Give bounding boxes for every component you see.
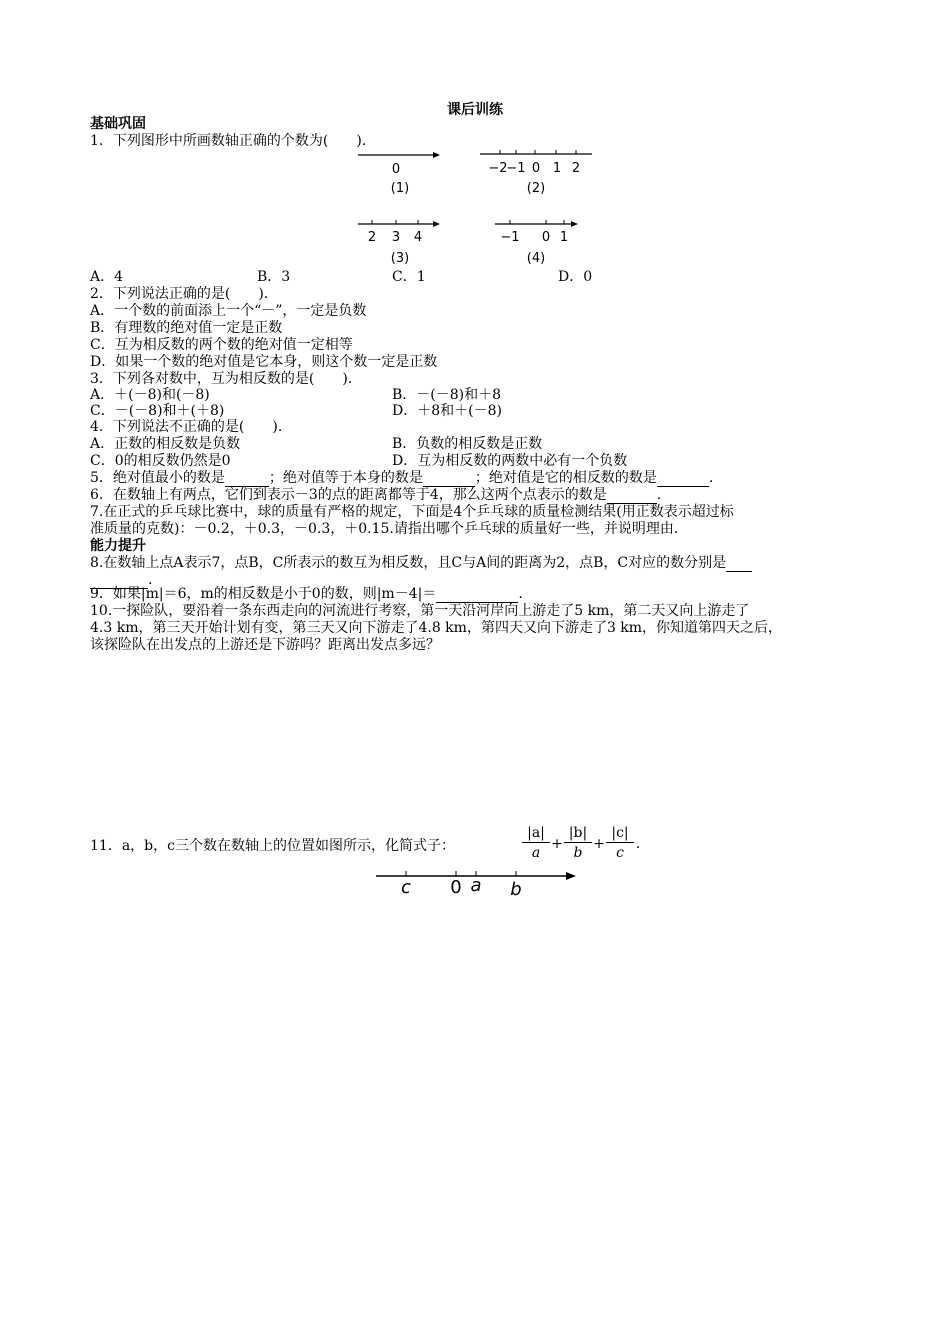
q4-stem: 4．下列说法不正确的是( ).	[90, 419, 283, 435]
fraction-c	[606, 824, 634, 863]
q1-figures	[340, 140, 610, 270]
q2-option-c: C．互为相反数的两个数的绝对值一定相等	[90, 337, 353, 353]
q6-part2: .	[656, 487, 662, 503]
q5-part3: ；绝对值是它的相反数的数是	[474, 470, 657, 486]
q2-option-a: A．一个数的前面添上一个“－”，一定是负数	[90, 303, 367, 319]
q9-blank[interactable]	[436, 589, 518, 603]
q2-option-b: B．有理数的绝对值一定是正数	[90, 320, 283, 336]
q5-blank2[interactable]	[423, 473, 475, 487]
fig4-caption: (4)	[526, 251, 546, 266]
q3-option-a: A．＋(－8)和(－8)	[90, 387, 210, 403]
fig1-label-0: 0	[391, 162, 401, 177]
q4-option-b: B．负数的相反数是正数	[392, 436, 543, 452]
q8-blank-a[interactable]	[726, 558, 752, 572]
fig2-label-0: 0	[531, 161, 541, 176]
q2-stem: 2．下列说法正确的是( ).	[90, 286, 269, 302]
q6-blank[interactable]	[607, 490, 657, 504]
q1-stem: 1．下列图形中所画数轴正确的个数为( ).	[90, 133, 367, 149]
axis-label-c: c	[401, 877, 411, 898]
fraction-a-numerator: |a|	[522, 824, 550, 843]
fig4-label-1: 1	[559, 230, 569, 245]
q6-line	[90, 487, 661, 504]
axis-label-0: 0	[450, 877, 462, 898]
q1-option-b: B．3	[257, 269, 291, 285]
q4-option-c: C．0的相反数仍然是0	[90, 453, 231, 469]
number-line-fig4	[495, 220, 578, 266]
number-line-fig3	[358, 220, 440, 266]
q8-text: 8.在数轴上点A表示7，点B，C所表示的数互为相反数，且C与A间的距离为2，点B，C对应的数分别是	[90, 555, 727, 571]
fig2-label-1: 1	[552, 161, 562, 176]
fig4-label-neg1: −1	[500, 230, 520, 245]
section-basic: 基础巩固	[90, 116, 146, 132]
q5-part2: ；绝对值等于本身的数是	[268, 470, 423, 486]
fraction-b-denominator: b	[573, 845, 583, 861]
q6-part1: 6．在数轴上有两点，它们到表示－3的点的距离都等于4，那么这两个点表示的数是	[90, 487, 607, 503]
section-advanced: 能力提升	[90, 538, 146, 554]
q11-end: .	[635, 836, 641, 852]
fig3-label-2: 2	[367, 230, 377, 245]
q7-line1: 7.在正式的乒乓球比赛中，球的质量有严格的规定，下面是4个乒乓球的质量检测结果(用正数表示超过标	[90, 504, 734, 520]
axis-label-a: a	[470, 875, 482, 896]
fig1-caption: (1)	[390, 181, 410, 196]
fraction-a	[522, 824, 550, 863]
q5-part1: 5．绝对值最小的数是	[90, 470, 225, 486]
fig4-label-0: 0	[541, 230, 551, 245]
q10-line1: 10.一探险队，要沿着一条东西走向的河流进行考察，第一天沿河岸向上游走了5 km，第二天又向上游走了	[90, 603, 750, 619]
q10-line2: 4.3 km，第三天开始计划有变，第三天又向下游走了4.8 km，第四天又向下游走了3 km，你知道第四天之后，	[90, 620, 783, 636]
q1-option-a: A．4	[90, 269, 124, 285]
fraction-c-denominator: c	[616, 845, 624, 861]
number-line-fig1	[358, 152, 440, 196]
fig2-label-2: 2	[571, 161, 581, 176]
q3-stem: 3．下列各对数中，互为相反数的是( ).	[90, 371, 353, 387]
plus-sign-2: +	[593, 836, 605, 852]
fig3-label-3: 3	[391, 230, 401, 245]
plus-sign-1: +	[551, 836, 563, 852]
q8-line1	[90, 555, 752, 572]
page-title: 课后训练	[447, 102, 503, 118]
axis-label-b: b	[510, 879, 522, 900]
q1-option-c: C．1	[392, 269, 426, 285]
fraction-b	[564, 824, 592, 863]
q5-part4: .	[708, 470, 714, 486]
q3-option-c: C．－(－8)和＋(＋8)	[90, 403, 225, 419]
q5-line	[90, 470, 713, 487]
fraction-a-denominator: a	[531, 845, 541, 861]
q4-option-a: A．正数的相反数是负数	[90, 436, 241, 452]
q2-option-d: D．如果一个数的绝对值是它本身，则这个数一定是正数	[90, 354, 438, 370]
fig2-label-neg2: −2	[488, 161, 508, 176]
q9-line	[90, 586, 523, 603]
fraction-b-numerator: |b|	[564, 824, 592, 843]
q8-end: .	[148, 572, 153, 588]
q5-blank3[interactable]	[657, 473, 709, 487]
q5-blank1[interactable]	[225, 473, 269, 487]
q9-part2: .	[518, 586, 523, 602]
q11-number-line	[370, 862, 590, 902]
fig2-caption: (2)	[526, 181, 546, 196]
q11-stem: 11．a，b，c三个数在数轴上的位置如图所示，化简式子：	[90, 838, 455, 854]
number-line-fig2	[480, 150, 592, 196]
fraction-c-numerator: |c|	[606, 824, 634, 843]
q9-part1: 9．如果|m|＝6，m的相反数是小于0的数，则|m－4|＝	[90, 586, 437, 602]
fig3-label-4: 4	[413, 230, 423, 245]
fig2-label-neg1: −1	[506, 161, 526, 176]
q10-line3: 该探险队在出发点的上游还是下游吗？距离出发点多远？	[90, 637, 440, 653]
q7-line2: 准质量的克数)：－0.2，＋0.3，－0.3，＋0.15.请指出哪个乒乓球的质量好一些，并说明理由.	[90, 521, 679, 537]
q4-option-d: D．互为相反数的两数中必有一个负数	[392, 453, 628, 469]
q3-option-b: B．－(－8)和＋8	[392, 387, 502, 403]
q3-option-d: D．＋8和＋(－8)	[392, 403, 502, 419]
q1-option-d: D．0	[558, 269, 593, 285]
fig3-caption: (3)	[390, 251, 410, 266]
